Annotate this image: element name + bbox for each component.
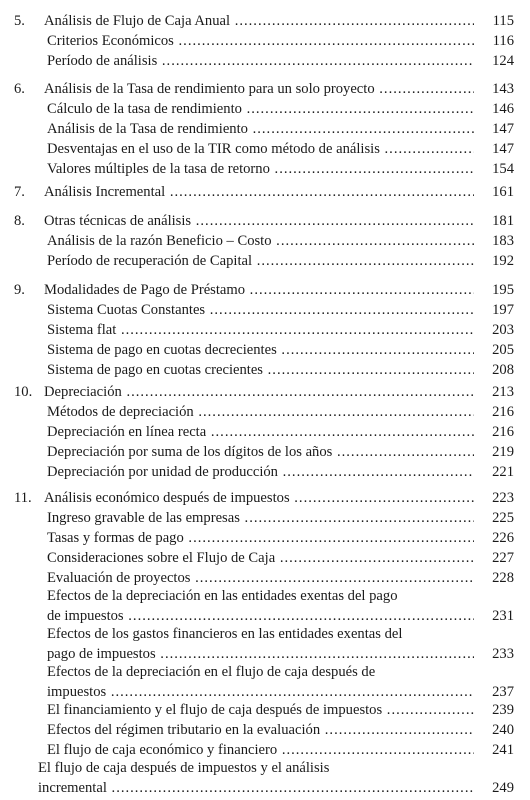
toc-entry-title: Evaluación de proyectos ..... (47, 568, 474, 588)
toc-entry-continued[interactable] (14, 644, 514, 664)
toc-chapter[interactable] (14, 11, 514, 31)
toc-entry-continued[interactable] (14, 778, 514, 798)
toc-entry[interactable] (14, 360, 514, 380)
chapter-number-text: 5. (14, 13, 25, 29)
toc-entry[interactable] (14, 119, 514, 139)
toc-entry[interactable] (14, 320, 514, 340)
toc-chapter-title: Depreciación ..... (44, 382, 474, 402)
toc-entry-page: 197 (492, 302, 514, 318)
toc-entry-page: 208 (492, 362, 514, 378)
toc-entry-page: 231 (492, 608, 514, 624)
toc-entry[interactable] (14, 624, 514, 644)
toc-entry[interactable] (14, 99, 514, 119)
toc-entry-title: Consideraciones sobre el Flujo de Caja ..... (47, 548, 474, 568)
toc-entry-page: 223 (492, 490, 514, 506)
toc-entry-page: 241 (492, 742, 514, 758)
toc-entry-title: Valores múltiples de la tasa de retorno ..... (47, 159, 474, 179)
toc-entry-page: 143 (492, 81, 514, 97)
toc-chapter-title: Análisis Incremental ..... (44, 182, 474, 202)
toc-entry-page: 227 (492, 550, 514, 566)
toc-entry[interactable] (14, 139, 514, 159)
toc-entry-title: Ingreso gravable de las empresas ..... (47, 508, 474, 528)
toc-entry-title: Criterios Económicos ..... (47, 31, 474, 51)
chapter-number-text: 6. (14, 81, 25, 97)
toc-entry[interactable] (14, 758, 514, 778)
toc-entry[interactable] (14, 340, 514, 360)
toc-chapter-title: Análisis de la Tasa de rendimiento para un solo proyecto ..... (44, 79, 474, 99)
toc-chapter-title: Otras técnicas de análisis ..... (44, 211, 474, 231)
toc-entry-title: Cálculo de la tasa de rendimiento ..... (47, 99, 474, 119)
toc-entry-title: Métodos de depreciación ..... (47, 402, 474, 422)
toc-entry-title: El financiamiento y el flujo de caja después de impuestos ..... (47, 700, 474, 720)
toc-entry-title: Efectos de la depreciación en las entidades exentas del pago (47, 588, 398, 604)
toc-entry-title: Tasas y formas de pago ..... (47, 528, 474, 548)
toc-entry-page: 205 (492, 342, 514, 358)
toc-entry[interactable] (14, 402, 514, 422)
toc-entry-title: Efectos del régimen tributario en la evaluación ..... (47, 720, 474, 740)
toc-entry-title: Depreciación en línea recta ..... (47, 422, 474, 442)
toc-entry[interactable] (14, 300, 514, 320)
toc-entry[interactable] (14, 548, 514, 568)
toc-entry-page: 219 (492, 444, 514, 460)
chapter-number-text: 10. (14, 384, 33, 400)
toc-chapter[interactable] (14, 382, 514, 402)
toc-entry-page: 249 (492, 780, 514, 796)
toc-entry-page: 221 (492, 464, 514, 480)
toc-chapter[interactable] (14, 182, 514, 202)
toc-entry-page: 183 (492, 233, 514, 249)
toc-entry-page: 226 (492, 530, 514, 546)
toc-entry-title: Efectos de los gastos financieros en las entidades exentas del (47, 626, 403, 642)
toc-entry-page: 225 (492, 510, 514, 526)
toc-entry-title: Desventajas en el uso de la TIR como método de análisis ..... (47, 139, 474, 159)
toc-entry[interactable] (14, 528, 514, 548)
toc-entry[interactable] (14, 51, 514, 71)
toc-entry-page: 181 (492, 213, 514, 229)
toc-entry[interactable] (14, 720, 514, 740)
toc-entry-title: Efectos de la depreciación en el flujo de caja después de (47, 664, 376, 680)
chapter-number-text: 9. (14, 282, 25, 298)
toc-entry[interactable] (14, 422, 514, 442)
toc-entry-title: El flujo de caja económico y financiero ..... (47, 740, 474, 760)
toc-entry-page: 192 (492, 253, 514, 269)
toc-entry-title-continued: de impuestos ..... (47, 606, 474, 626)
toc-entry[interactable] (14, 568, 514, 588)
toc-entry[interactable] (14, 508, 514, 528)
toc-entry-page: 216 (492, 404, 514, 420)
toc-entry[interactable] (14, 700, 514, 720)
toc-entry-title: Sistema Cuotas Constantes ..... (47, 300, 474, 320)
toc-entry-title: Período de análisis ..... (47, 51, 474, 71)
toc-entry-title: Análisis de la razón Beneficio – Costo ..... (47, 231, 474, 251)
toc-entry-page: 147 (492, 121, 514, 137)
toc-entry[interactable] (14, 159, 514, 179)
toc-entry-page: 115 (492, 13, 514, 29)
toc-entry[interactable] (14, 586, 514, 606)
toc-entry-title: El flujo de caja después de impuestos y el análisis (38, 760, 330, 776)
toc-entry-page: 146 (492, 101, 514, 117)
toc-entry-page: 228 (492, 570, 514, 586)
toc-chapter-title: Modalidades de Pago de Préstamo ..... (44, 280, 474, 300)
chapter-number-text: 8. (14, 213, 25, 229)
toc-entry[interactable] (14, 740, 514, 760)
toc-entry[interactable] (14, 231, 514, 251)
toc-chapter[interactable] (14, 79, 514, 99)
toc-entry[interactable] (14, 462, 514, 482)
toc-chapter[interactable] (14, 488, 514, 508)
chapter-number-text: 11. (14, 490, 32, 506)
toc-entry-title: Sistema de pago en cuotas crecientes ..... (47, 360, 474, 380)
toc-entry-title-continued: impuestos ..... (47, 682, 474, 702)
chapter-number-text: 7. (14, 184, 25, 200)
toc-entry-title-continued: pago de impuestos ..... (47, 644, 474, 664)
toc-entry-title: Sistema de pago en cuotas decrecientes ..... (47, 340, 474, 360)
toc-entry-page: 161 (492, 184, 514, 200)
toc-entry-page: 233 (492, 646, 514, 662)
toc-chapter-title: Análisis de Flujo de Caja Anual ..... (44, 11, 474, 31)
toc-entry-title-continued: incremental ..... (38, 778, 474, 798)
toc-entry-page: 239 (492, 702, 514, 718)
toc-chapter[interactable] (14, 211, 514, 231)
toc-entry-page: 213 (492, 384, 514, 400)
toc-entry-continued[interactable] (14, 606, 514, 626)
toc-entry[interactable] (14, 251, 514, 271)
toc-entry-title: Sistema flat ..... (47, 320, 474, 340)
toc-entry-page: 147 (492, 141, 514, 157)
toc-entry-page: 216 (492, 424, 514, 440)
toc-entry-page: 203 (492, 322, 514, 338)
toc-entry-page: 154 (492, 161, 514, 177)
toc-chapter[interactable] (14, 280, 514, 300)
toc-entry-page: 237 (492, 684, 514, 700)
toc-entry-title: Análisis de la Tasa de rendimiento ..... (47, 119, 474, 139)
toc-entry-continued[interactable] (14, 682, 514, 702)
toc-entry-title: Depreciación por suma de los dígitos de los años ..... (47, 442, 474, 462)
toc-entry[interactable] (14, 31, 514, 51)
toc-entry-page: 195 (492, 282, 514, 298)
toc-entry-title: Depreciación por unidad de producción ..... (47, 462, 474, 482)
toc-chapter-title: Análisis económico después de impuestos ..... (44, 488, 474, 508)
toc-entry[interactable] (14, 662, 514, 682)
toc-entry-page: 116 (492, 33, 514, 49)
toc-entry[interactable] (14, 442, 514, 462)
toc-entry-page: 124 (492, 53, 514, 69)
toc-entry-page: 240 (492, 722, 514, 738)
toc-entry-title: Período de recuperación de Capital ..... (47, 251, 474, 271)
